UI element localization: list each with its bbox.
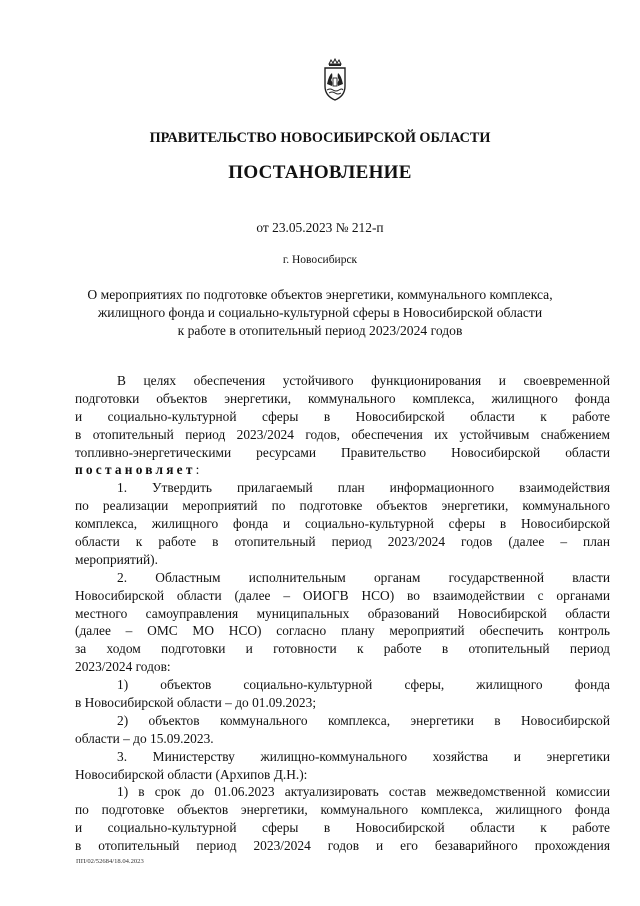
body-line: 2) объектов коммунального комплекса, энергетики в Новосибирской — [117, 712, 610, 728]
document-footer-code: ПП/02/52684/18.04.2023 — [76, 858, 144, 865]
body-line: 3. Министерству жилищно-коммунального хозяйства и энергетики — [117, 748, 610, 764]
body-line — [75, 461, 610, 479]
body-line: и социально-культурной сферы в Новосибирской области к работе — [75, 820, 610, 836]
coat-of-arms-icon — [318, 58, 352, 102]
body-line: 1. Утвердить прилагаемый план информационного взаимодействия — [117, 480, 610, 496]
body-line: в Новосибирской области – до 01.09.2023; — [75, 695, 317, 711]
body-line: В целях обеспечения устойчивого функционирования и своевременной — [117, 373, 610, 388]
body-line: топливно-энергетическими ресурсами Правительство Новосибирской области — [75, 444, 610, 460]
body-line: в отопительный период 2023/2024 годов, обеспечения их устойчивым снабжением — [75, 426, 610, 442]
body-line: по реализации мероприятий по подготовке объектов энергетики, коммунального — [75, 498, 610, 514]
organization-title: ПРАВИТЕЛЬСТВО НОВОСИБИРСКОЙ ОБЛАСТИ — [149, 130, 491, 146]
subject-line: к работе в отопительный период 2023/2024 годов — [177, 323, 463, 338]
body-line: за ходом подготовки и готовности к работе в отопительный период — [75, 641, 610, 657]
body-line: местного самоуправления муниципальных образований Новосибирской области — [75, 605, 610, 621]
document-body — [75, 372, 610, 855]
document-subject — [70, 286, 570, 340]
body-line: 1) объектов социально-культурной сферы, жилищного фонда — [117, 677, 610, 693]
body-line: 2. Областным исполнительным органам государственной власти — [117, 569, 610, 585]
body-line: комплекса, жилищного фонда и социально-культурной сферы в Новосибирской — [75, 516, 610, 532]
body-line: области – до 15.09.2023. — [75, 730, 214, 746]
body-line: Новосибирской области (далее – ОИОГВ НСО) во взаимодействии с органами — [75, 587, 610, 603]
subject-line: жилищного фонда и социально-культурной сферы в Новосибирской области — [97, 305, 543, 320]
resolves-keyword: постановляет — [75, 462, 196, 478]
resolves-colon: : — [195, 462, 200, 478]
body-line: по подготовке объектов энергетики, коммунального комплекса, жилищного фонда — [75, 802, 610, 818]
body-line: области к работе в отопительный период 2023/2024 годов (далее – план — [75, 534, 610, 550]
body-line: мероприятий). — [75, 551, 158, 567]
body-line: и социально-культурной сферы в Новосибирской области к работе — [75, 408, 610, 424]
body-line: Новосибирской области (Архипов Д.Н.): — [75, 766, 308, 782]
body-line: 1) в срок до 01.06.2023 актуализировать состав межведомственной комиссии — [117, 784, 610, 800]
document-city: г. Новосибирск — [282, 254, 358, 266]
body-line: в отопительный период 2023/2024 годов и его безаварийного прохождения — [75, 838, 610, 854]
subject-line: О мероприятиях по подготовке объектов энергетики, коммунального комплекса, — [87, 287, 553, 302]
body-line: подготовки объектов энергетики, коммунального комплекса, жилищного фонда — [75, 390, 610, 406]
body-line: (далее – ОМС МО НСО) согласно плану мероприятий обеспечить контроль — [75, 623, 610, 639]
document-type-title: ПОСТАНОВЛЕНИЕ — [228, 162, 412, 183]
body-line: 2023/2024 годов: — [75, 659, 171, 675]
document-date-number: от 23.05.2023 № 212-п — [256, 220, 384, 235]
